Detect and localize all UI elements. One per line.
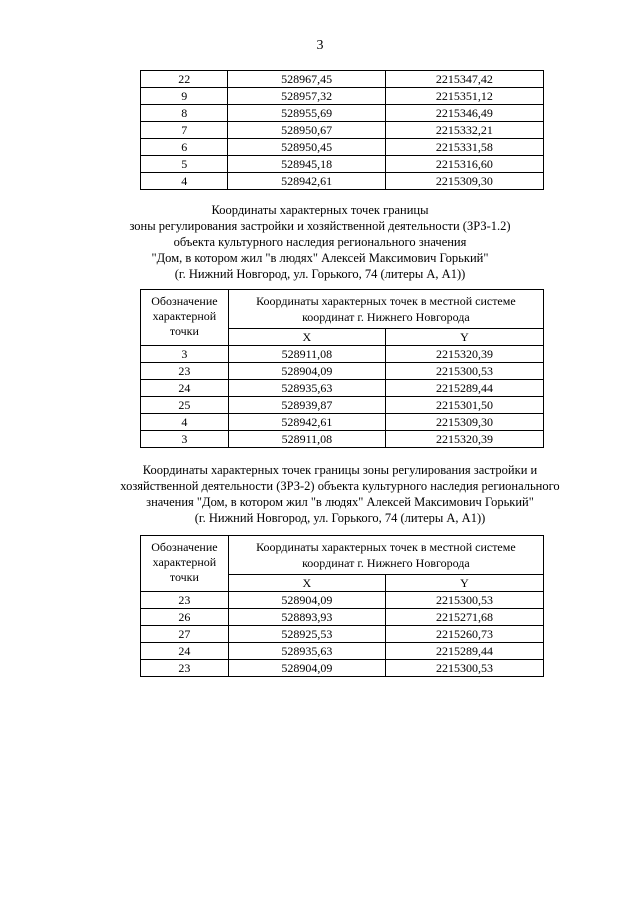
point-cell: 23	[141, 660, 229, 677]
point-designation-header: Обозначение характерной точки	[141, 290, 229, 346]
x-cell: 528893,93	[228, 609, 385, 626]
table-row	[141, 397, 544, 414]
x-cell: 528911,08	[228, 346, 385, 363]
y-header: Y	[385, 329, 543, 346]
x-cell: 528950,45	[228, 139, 385, 156]
caption-line: хозяйственной деятельности (ЗРЗ-2) объекта культурного наследия регионального	[120, 479, 560, 493]
point-cell: 22	[141, 71, 228, 88]
point-cell: 23	[141, 592, 229, 609]
zrz-2-caption	[110, 462, 570, 526]
table-row	[141, 139, 544, 156]
table-row	[141, 363, 544, 380]
coordinates-header: Координаты характерных точек в местной системе координат г. Нижнего Новгорода	[228, 536, 543, 575]
table-row	[141, 643, 544, 660]
caption-line: объекта культурного наследия регионального значения	[173, 235, 467, 249]
x-cell: 528935,63	[228, 380, 385, 397]
y-cell: 2215316,60	[385, 156, 543, 173]
y-cell: 2215300,53	[385, 592, 543, 609]
y-cell: 2215289,44	[385, 380, 543, 397]
point-cell: 4	[141, 414, 229, 431]
point-cell: 4	[141, 173, 228, 190]
caption-line: (г. Нижний Новгород, ул. Горького, 74 (литеры А, А1))	[194, 511, 486, 525]
table-row	[141, 71, 544, 88]
coordinates-header: Координаты характерных точек в местной системе координат г. Нижнего Новгорода	[228, 290, 543, 329]
table-header-row	[141, 536, 544, 575]
x-cell: 528925,53	[228, 626, 385, 643]
y-cell: 2215309,30	[385, 173, 543, 190]
x-cell: 528942,61	[228, 173, 385, 190]
x-cell: 528911,08	[228, 431, 385, 448]
y-cell: 2215351,12	[385, 88, 543, 105]
y-cell: 2215300,53	[385, 363, 543, 380]
y-cell: 2215347,42	[385, 71, 543, 88]
point-cell: 8	[141, 105, 228, 122]
table-row	[141, 156, 544, 173]
point-cell: 6	[141, 139, 228, 156]
point-cell: 3	[141, 431, 229, 448]
y-cell: 2215346,49	[385, 105, 543, 122]
x-cell: 528904,09	[228, 363, 385, 380]
x-cell: 528904,09	[228, 592, 385, 609]
x-cell: 528942,61	[228, 414, 385, 431]
y-cell: 2215320,39	[385, 431, 543, 448]
zrz-1-2-caption	[0, 202, 640, 282]
point-cell: 23	[141, 363, 229, 380]
point-cell: 7	[141, 122, 228, 139]
point-cell: 25	[141, 397, 229, 414]
caption-line: Координаты характерных точек границы зоны регулирования застройки и	[142, 463, 538, 477]
point-designation-header: Обозначение характерной точки	[141, 536, 229, 592]
point-cell: 9	[141, 88, 228, 105]
table-row	[141, 105, 544, 122]
point-cell: 3	[141, 346, 229, 363]
table-row	[141, 414, 544, 431]
x-header: X	[228, 575, 385, 592]
caption-line: зоны регулирования застройки и хозяйственной деятельности (ЗРЗ-1.2)	[129, 219, 511, 233]
y-cell: 2215289,44	[385, 643, 543, 660]
point-cell: 5	[141, 156, 228, 173]
zrz-2-coordinates-table	[140, 535, 544, 677]
y-cell: 2215300,53	[385, 660, 543, 677]
table-header-row	[141, 290, 544, 329]
y-header: Y	[385, 575, 543, 592]
y-cell: 2215260,73	[385, 626, 543, 643]
caption-line: значения "Дом, в котором жил "в людях" Алексей Максимович Горький"	[146, 495, 534, 509]
table-row	[141, 173, 544, 190]
x-cell: 528904,09	[228, 660, 385, 677]
table-row	[141, 592, 544, 609]
table-row	[141, 609, 544, 626]
caption-line: "Дом, в котором жил "в людях" Алексей Максимович Горький"	[151, 251, 489, 265]
table-row	[141, 380, 544, 397]
point-cell: 24	[141, 380, 229, 397]
table-row	[141, 346, 544, 363]
x-cell: 528967,45	[228, 71, 385, 88]
point-cell: 27	[141, 626, 229, 643]
caption-line: (г. Нижний Новгород, ул. Горького, 74 (литеры А, А1))	[174, 267, 466, 281]
x-cell: 528955,69	[228, 105, 385, 122]
x-cell: 528950,67	[228, 122, 385, 139]
point-cell: 26	[141, 609, 229, 626]
y-cell: 2215271,68	[385, 609, 543, 626]
x-cell: 528957,32	[228, 88, 385, 105]
x-cell: 528939,87	[228, 397, 385, 414]
x-cell: 528945,18	[228, 156, 385, 173]
y-cell: 2215332,21	[385, 122, 543, 139]
y-cell: 2215331,58	[385, 139, 543, 156]
table-row	[141, 122, 544, 139]
y-cell: 2215301,50	[385, 397, 543, 414]
page-number: 3	[316, 38, 324, 53]
table-row	[141, 88, 544, 105]
table-row	[141, 626, 544, 643]
y-cell: 2215309,30	[385, 414, 543, 431]
caption-line: Координаты характерных точек границы	[211, 203, 429, 217]
x-header: X	[228, 329, 385, 346]
zrz-1-2-coordinates-table	[140, 289, 544, 448]
point-cell: 24	[141, 643, 229, 660]
table-row	[141, 660, 544, 677]
x-cell: 528935,63	[228, 643, 385, 660]
table-row	[141, 431, 544, 448]
coordinates-table-continued	[140, 70, 544, 190]
y-cell: 2215320,39	[385, 346, 543, 363]
